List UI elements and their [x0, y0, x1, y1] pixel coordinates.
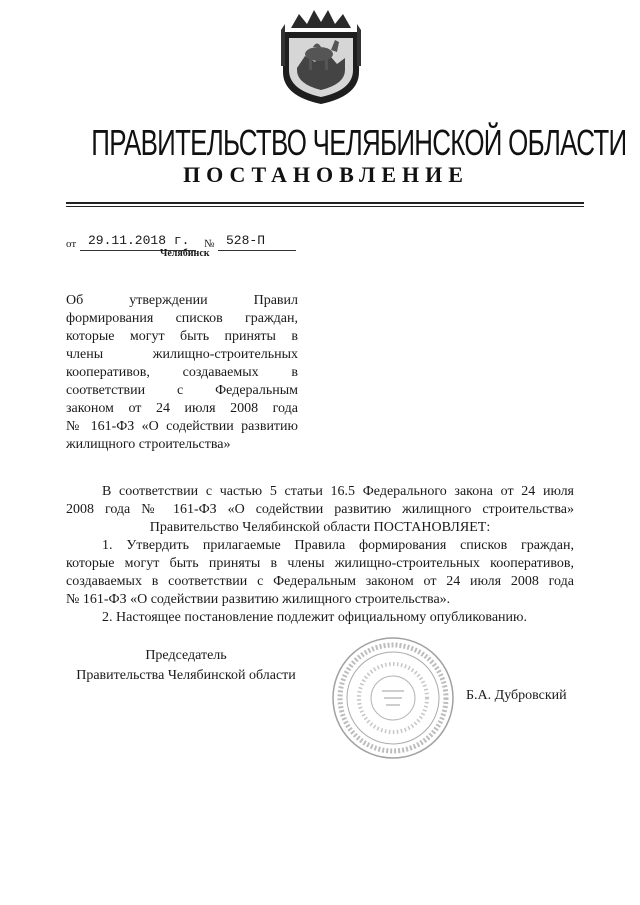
body-line: которые могут быть приняты в члены жилищно-строительных кооперативов,	[66, 556, 574, 571]
signer-title	[66, 646, 306, 686]
date-prefix: от	[66, 238, 77, 250]
city-label: Челябинск	[160, 248, 210, 259]
subject-line: № 161-ФЗ «О содействии развитию	[66, 419, 298, 434]
coat-of-arms-icon	[279, 6, 363, 106]
body-line: 2008 года № 161-ФЗ «О содействии развитию жилищного строительства»	[66, 502, 574, 517]
document-date: 29.11.2018 г.	[88, 233, 190, 248]
subject-line: члены жилищно-строительных	[66, 347, 298, 362]
official-seal-icon	[330, 635, 456, 761]
subject-line: жилищного строительства»	[66, 437, 231, 452]
signer-title-line: Правительства Челябинской области	[76, 668, 296, 683]
document-body	[66, 483, 574, 627]
subject-line: Об утверждении Правил	[66, 293, 298, 308]
signer-title-line: Председатель	[145, 648, 227, 663]
header-rule-thin	[66, 206, 584, 207]
body-line: № 161-ФЗ «О содействии развитию жилищного строительства».	[66, 592, 451, 607]
subject-line: соответствии с Федеральным	[66, 383, 298, 398]
signer-name: Б.А. Дубровский	[466, 688, 567, 703]
subject-line: которые могут быть приняты в	[66, 329, 298, 344]
header-rule-thick	[66, 202, 584, 204]
document-subject	[66, 292, 298, 454]
number-underline	[218, 250, 296, 251]
subject-line: формирования списков граждан,	[66, 311, 298, 326]
body-line: 2. Настоящее постановление подлежит официальному опубликованию.	[102, 610, 527, 625]
number-prefix: №	[204, 238, 215, 250]
government-title: ПРАВИТЕЛЬСТВО ЧЕЛЯБИНСКОЙ ОБЛАСТИ	[91, 122, 627, 163]
body-line: создаваемых в соответствии с Федеральным законом от 24 июля 2008 года	[66, 574, 574, 589]
document-type: ПОСТАНОВЛЕНИЕ	[183, 162, 469, 187]
document-number: 528-П	[226, 233, 266, 248]
subject-line: кооперативов, создаваемых в	[66, 365, 298, 380]
body-line: В соответствии с частью 5 статьи 16.5 Федерального закона от 24 июля	[102, 484, 574, 499]
body-line: Правительство Челябинской области ПОСТАНОВЛЯЕТ:	[149, 520, 491, 535]
subject-line: законом от 24 июля 2008 года	[66, 401, 298, 416]
body-line: 1. Утвердить прилагаемые Правила формирования списков граждан,	[102, 538, 574, 553]
